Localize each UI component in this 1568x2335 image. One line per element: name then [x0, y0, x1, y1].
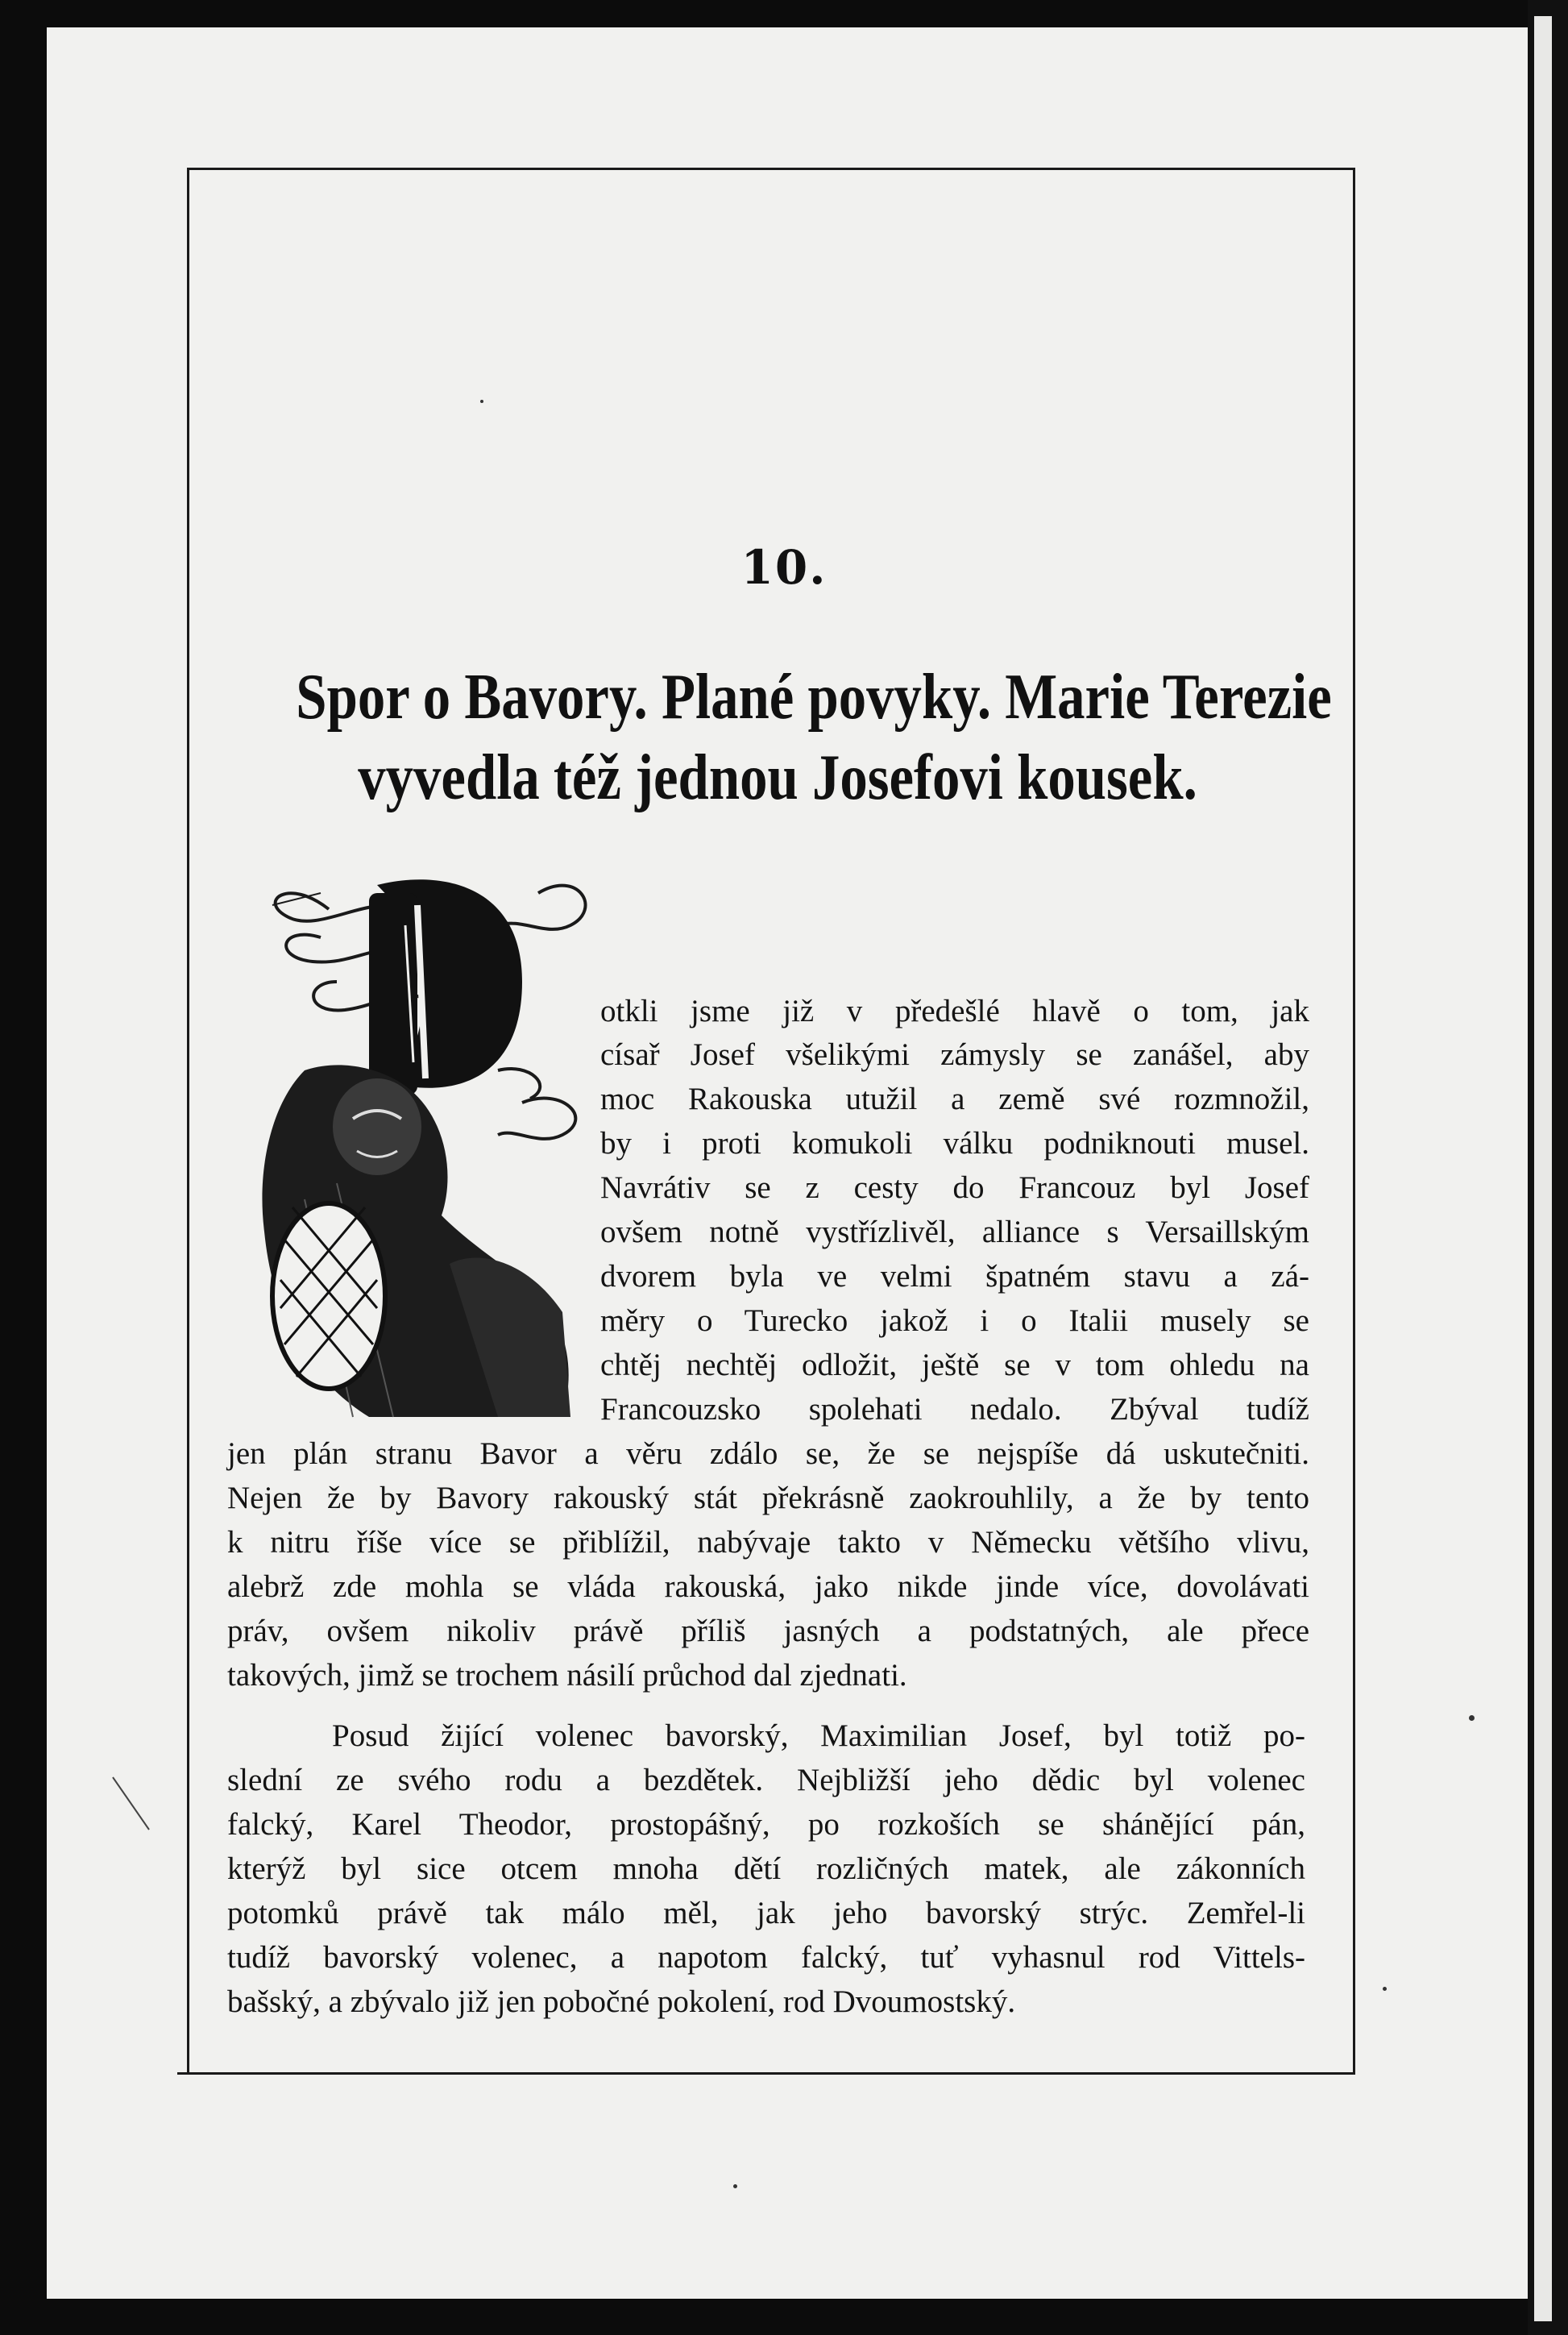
- text-line: potomků právě tak málo měl, jak jeho bavorský strýc. Zemřel-li: [227, 1896, 1305, 1930]
- text-line: chtěj nechtěj odložit, ještě se v tom ohledu na: [600, 1348, 1309, 1382]
- scan-speck: [480, 400, 483, 403]
- text-line: tudíž bavorský volenec, a napotom falcký, tuť vyhasnul rod Vittels-: [227, 1940, 1305, 1975]
- page-edge-strip: [1534, 16, 1552, 2321]
- text-line: měry o Turecko jakož i o Italii musely se: [600, 1303, 1309, 1338]
- text-line: práv, ovšem nikoliv právě příliš jasných a podstatných, ale přece: [227, 1614, 1309, 1648]
- text-line: ovšem notně vystřízlivěl, alliance s Versaillským: [600, 1215, 1309, 1249]
- chapter-number: 10.: [740, 540, 828, 595]
- scan-speck: [733, 2184, 737, 2188]
- text-line: takových, jimž se trochem násilí průchod dal zjednati.: [227, 1658, 907, 1693]
- text-line: by i proti komukoli válku podniknouti musel.: [600, 1126, 1309, 1161]
- text-line: moc Rakouska utužil a země své rozmnožil,: [600, 1082, 1309, 1116]
- text-line: Navrátiv se z cesty do Francouz byl Josef: [600, 1170, 1309, 1205]
- text-line: kterýž byl sice otcem mnoha dětí rozličných matek, ale zákonních: [227, 1851, 1305, 1886]
- text-line: císař Josef všelikými zámysly se zanášel, aby: [600, 1037, 1309, 1072]
- scan-scratch: [109, 1773, 157, 1838]
- text-line: dvorem byla ve velmi špatném stavu a zá-: [600, 1259, 1309, 1294]
- frame-bottom-rule: [177, 2072, 1354, 2075]
- chapter-title: [296, 657, 1332, 818]
- text-line: otkli jsme již v předešlé hlavě o tom, jak: [600, 994, 1309, 1028]
- scan-speck: [1469, 1715, 1475, 1721]
- initial-letter-glyph: D: [256, 861, 257, 862]
- text-line: alebrž zde mohla se vláda rakouská, jako nikde jinde více, dovolávati: [227, 1569, 1309, 1604]
- page-edge: [1528, 0, 1568, 2335]
- scan-speck: [1383, 1987, 1387, 1991]
- text-line: falcký, Karel Theodor, prostopášný, po rozkoších se shánějící pán,: [227, 1807, 1305, 1842]
- text-line: k nitru říše více se přiblížil, nabývaje takto v Německu většího vlivu,: [227, 1525, 1309, 1560]
- text-line: slední ze svého rodu a bezdětek. Nejbližší jeho dědic byl volenec: [227, 1763, 1305, 1797]
- initial-lion-illustration: [256, 861, 595, 1425]
- bavarian-shield: [272, 1203, 385, 1389]
- initial-letter-d: [256, 861, 522, 1095]
- text-line: bašský, a zbývalo již jen pobočné pokolení, rod Dvoumostský.: [227, 1984, 1016, 2019]
- chapter-title-line: vyvedla též jednou Josefovi kousek.: [358, 742, 1197, 813]
- text-line: jen plán stranu Bavor a věru zdálo se, že se nejspíše dá uskutečniti.: [227, 1436, 1309, 1471]
- text-line: Francouzsko spolehati nedalo. Zbýval tudíž: [600, 1392, 1309, 1427]
- chapter-title-line: Spor o Bavory. Plané povyky. Marie Terezie: [296, 662, 1332, 733]
- text-line: Nejen že by Bavory rakouský stát překrásně zaokrouhlily, a že by tento: [227, 1481, 1309, 1515]
- text-line: Posud žijící volenec bavorský, Maximilian Josef, byl totiž po-: [332, 1718, 1305, 1753]
